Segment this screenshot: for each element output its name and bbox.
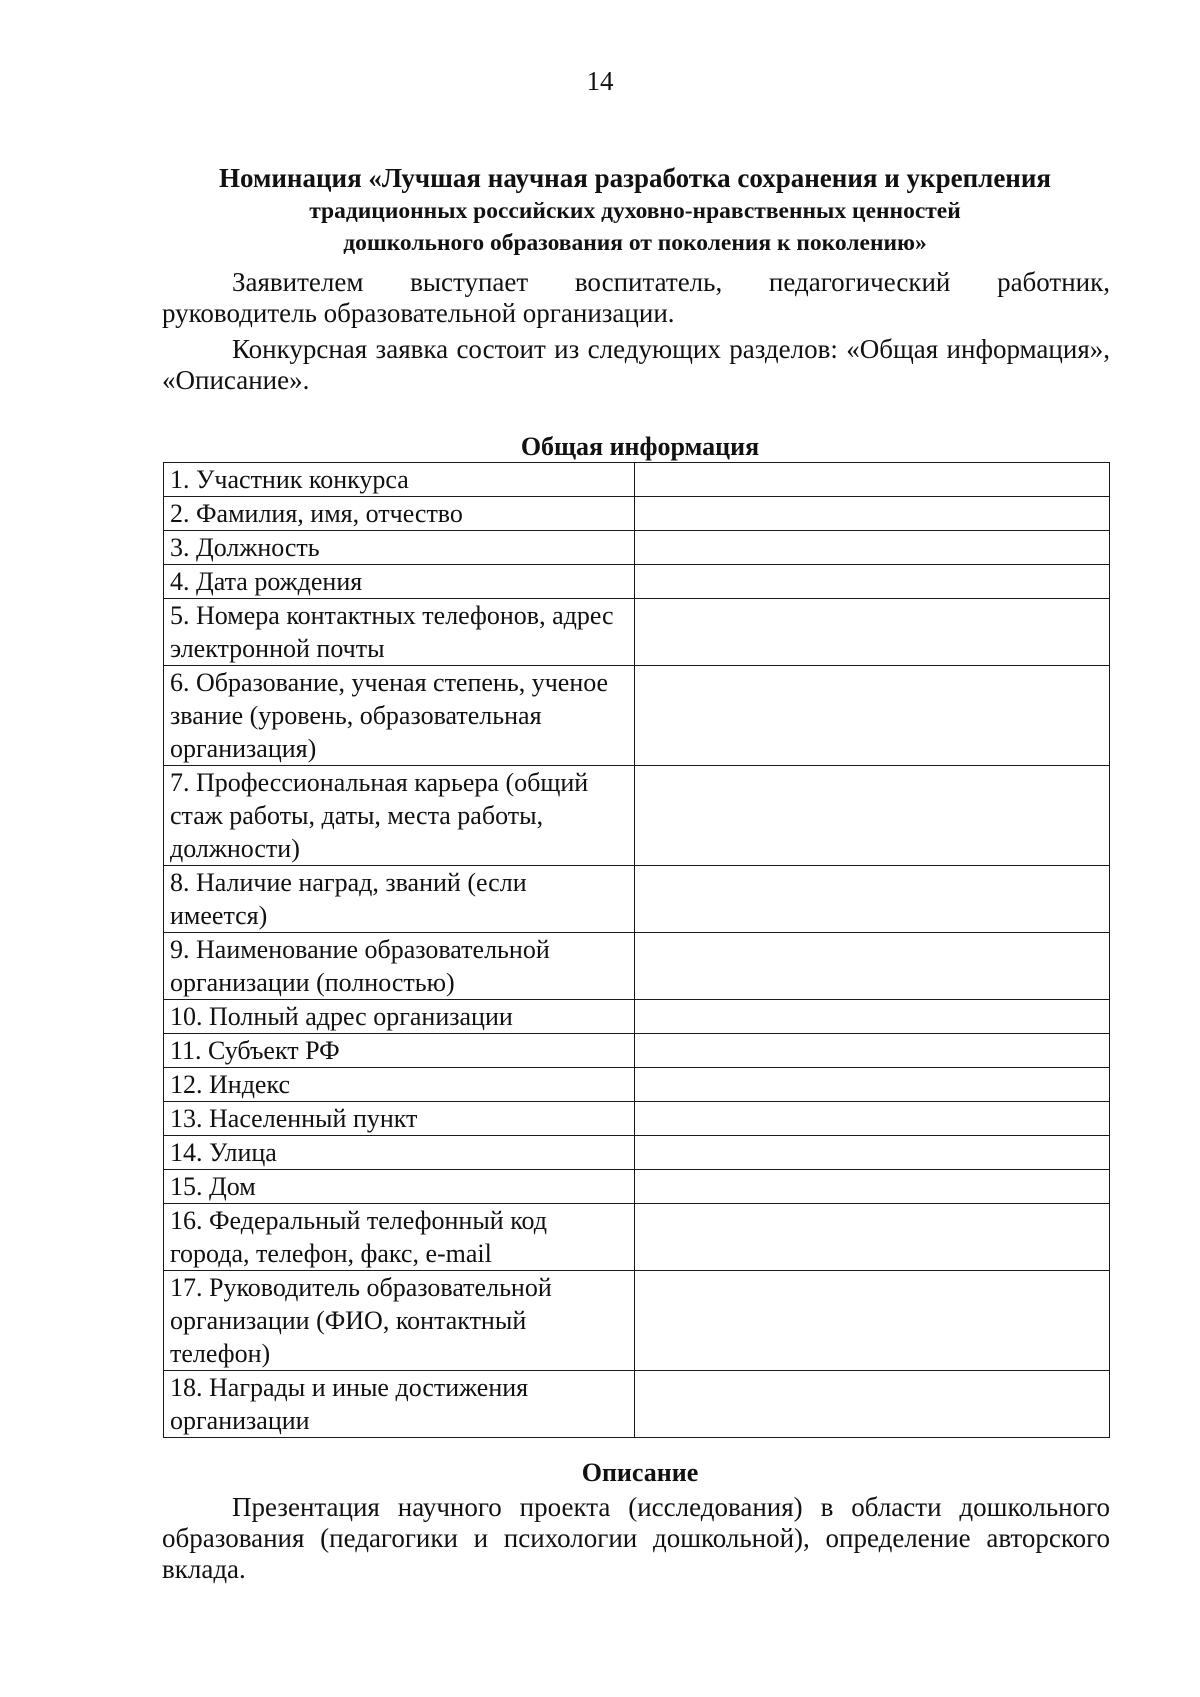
row-label: 13. Населенный пункт xyxy=(164,1102,635,1136)
table-row xyxy=(164,463,1110,497)
general-info-table xyxy=(163,462,1110,1438)
row-label: 3. Должность xyxy=(164,531,635,565)
description-paragraph: Презентация научного проекта (исследования) в области дошкольного образования (педагогики и психологии дошкольной), определение авторского вклада. xyxy=(162,1492,1110,1584)
row-label: 16. Федеральный телефонный код города, телефон, факс, e-mail xyxy=(164,1204,635,1271)
row-value-field[interactable] xyxy=(635,531,1110,565)
row-label: 17. Руководитель образовательной организации (ФИО, контактный телефон) xyxy=(164,1271,635,1371)
row-value-field[interactable] xyxy=(635,1204,1110,1271)
row-label: 11. Субъект РФ xyxy=(164,1034,635,1068)
row-value-field[interactable] xyxy=(635,1271,1110,1371)
table-row xyxy=(164,1000,1110,1034)
table-row xyxy=(164,933,1110,1000)
general-info-title: Общая информация xyxy=(520,432,760,461)
row-label: 8. Наличие наград, званий (если имеется) xyxy=(164,866,635,933)
table-row xyxy=(164,866,1110,933)
row-label: 14. Улица xyxy=(164,1136,635,1170)
table-row xyxy=(164,1170,1110,1204)
page-number: 14 xyxy=(586,66,614,96)
row-label: 7. Профессиональная карьера (общий стаж работы, даты, места работы, должности) xyxy=(164,766,635,866)
heading-line-3: дошкольного образования от поколения к поколению» xyxy=(343,230,927,256)
row-label: 12. Индекс xyxy=(164,1068,635,1102)
row-label: 4. Дата рождения xyxy=(164,565,635,599)
table-row xyxy=(164,1136,1110,1170)
applicant-paragraph: Заявителем выступает воспитатель, педагогический работник, руководитель образовательной организации. xyxy=(162,267,1110,328)
row-value-field[interactable] xyxy=(635,497,1110,531)
row-value-field[interactable] xyxy=(635,666,1110,766)
description-title: Описание xyxy=(581,1458,699,1487)
row-label: 6. Образование, ученая степень, ученое звание (уровень, образовательная организация) xyxy=(164,666,635,766)
table-row xyxy=(164,1068,1110,1102)
row-value-field[interactable] xyxy=(635,599,1110,666)
table-row xyxy=(164,666,1110,766)
table-row xyxy=(164,531,1110,565)
row-value-field[interactable] xyxy=(635,1034,1110,1068)
row-value-field[interactable] xyxy=(635,1102,1110,1136)
row-value-field[interactable] xyxy=(635,933,1110,1000)
row-value-field[interactable] xyxy=(635,463,1110,497)
table-row xyxy=(164,1034,1110,1068)
heading-line-2: традиционных российских духовно-нравственных ценностей xyxy=(309,198,961,224)
row-label: 1. Участник конкурса xyxy=(164,463,635,497)
table-row xyxy=(164,766,1110,866)
table-row xyxy=(164,599,1110,666)
row-label: 18. Награды и иные достижения организации xyxy=(164,1371,635,1438)
nomination-heading xyxy=(150,162,1120,259)
heading-line-1: Номинация «Лучшая научная разработка сохранения и укрепления xyxy=(218,163,1052,193)
row-label: 10. Полный адрес организации xyxy=(164,1000,635,1034)
row-value-field[interactable] xyxy=(635,1371,1110,1438)
table-row xyxy=(164,1371,1110,1438)
sections-paragraph: Конкурсная заявка состоит из следующих разделов: «Общая информация», «Описание». xyxy=(162,334,1110,395)
row-value-field[interactable] xyxy=(635,1136,1110,1170)
table-row xyxy=(164,497,1110,531)
table-row xyxy=(164,1204,1110,1271)
row-label: 2. Фамилия, имя, отчество xyxy=(164,497,635,531)
row-value-field[interactable] xyxy=(635,1170,1110,1204)
row-value-field[interactable] xyxy=(635,1068,1110,1102)
table-row xyxy=(164,1102,1110,1136)
table-row xyxy=(164,1271,1110,1371)
row-label: 5. Номера контактных телефонов, адрес электронной почты xyxy=(164,599,635,666)
row-value-field[interactable] xyxy=(635,1000,1110,1034)
table-row xyxy=(164,565,1110,599)
row-label: 15. Дом xyxy=(164,1170,635,1204)
row-label: 9. Наименование образовательной организации (полностью) xyxy=(164,933,635,1000)
row-value-field[interactable] xyxy=(635,565,1110,599)
row-value-field[interactable] xyxy=(635,766,1110,866)
row-value-field[interactable] xyxy=(635,866,1110,933)
